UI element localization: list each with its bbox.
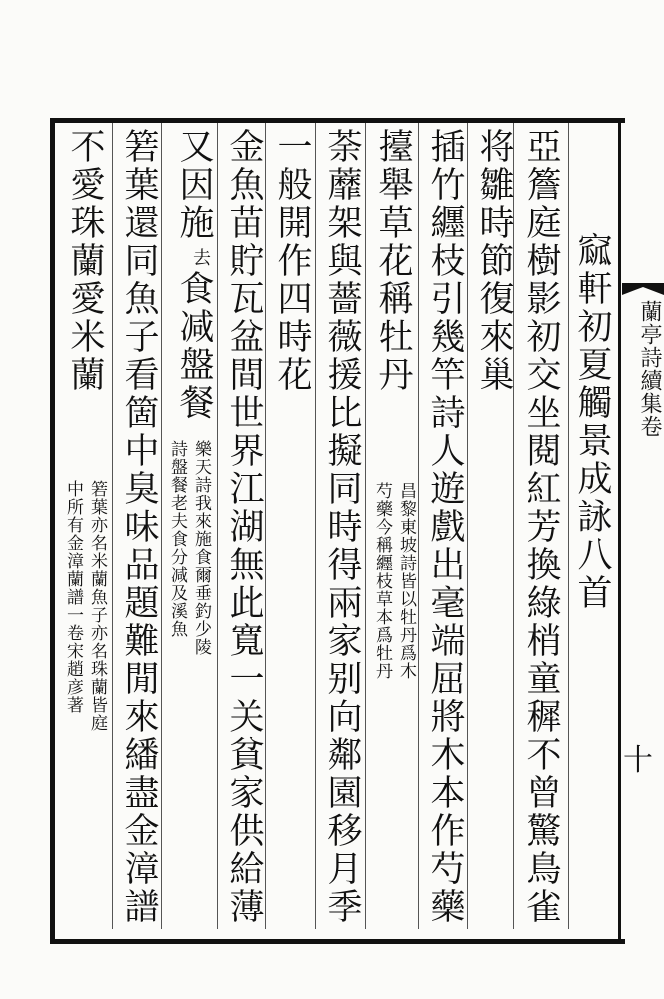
column-rule — [365, 123, 366, 929]
annotation-right: 箬葉亦名米蘭魚子亦名珠蘭皆庭 — [87, 480, 107, 732]
column-rule — [161, 123, 162, 929]
text-column-4: 擡舉草花稱牡丹 — [373, 128, 413, 394]
column-rule — [467, 123, 468, 929]
poem-title: 窳軒初夏觸景成詠八首 — [572, 232, 612, 612]
text-column-5: 荼蘼架與薔薇援比擬同時得兩家别向鄰園移月季 — [322, 128, 362, 926]
text-column-6: 一般開作四時花 — [272, 128, 312, 394]
column-rule — [217, 123, 218, 929]
text-column-2: 将雛時節復來巢 — [474, 128, 514, 394]
fishtail-mark-icon — [622, 283, 664, 295]
annotation-right: 昌黎東坡詩皆以牡丹爲木 — [396, 482, 416, 680]
margin-book-title: 蘭亭詩續集卷 — [637, 300, 662, 438]
annotation-left: 中所有金漳蘭譜一卷宋趙彦著 — [63, 480, 83, 714]
text-column-9: 箬葉還同魚子看箇中臭味品題難閒來繙盡金漳譜 — [119, 128, 159, 926]
margin-page-number: 十 — [623, 743, 653, 775]
column-rule — [315, 123, 316, 929]
text-column-3: 插竹纒枝引幾竿詩人遊戲出毫端屈將木本作芍藥 — [425, 128, 465, 926]
annotation-left: 芍藥今稱纒枝草本爲牡丹 — [372, 482, 392, 680]
column-rule — [418, 123, 419, 929]
column-rule — [568, 123, 569, 929]
tone-mark: 去 — [190, 248, 211, 267]
text-column-10: 不愛珠蘭愛米蘭 — [65, 128, 105, 394]
text-column-8-head: 又因施 — [174, 128, 214, 242]
page-border-right — [618, 118, 621, 944]
text-column-8-body: 食减盤餐 — [174, 270, 214, 422]
column-rule — [112, 123, 113, 929]
text-column-1: 亞簷庭樹影初交坐閱紅芳換綠梢童穉不曾驚鳥雀 — [521, 128, 561, 926]
annotation-left: 詩盤餐老夫食分减及溪魚 — [167, 440, 187, 638]
text-column-7: 金魚苗貯瓦盆間世界江湖無此寬一关貧家供給薄 — [224, 128, 264, 926]
annotation-right: 樂天詩我來施食爾垂釣少陵 — [191, 440, 211, 656]
